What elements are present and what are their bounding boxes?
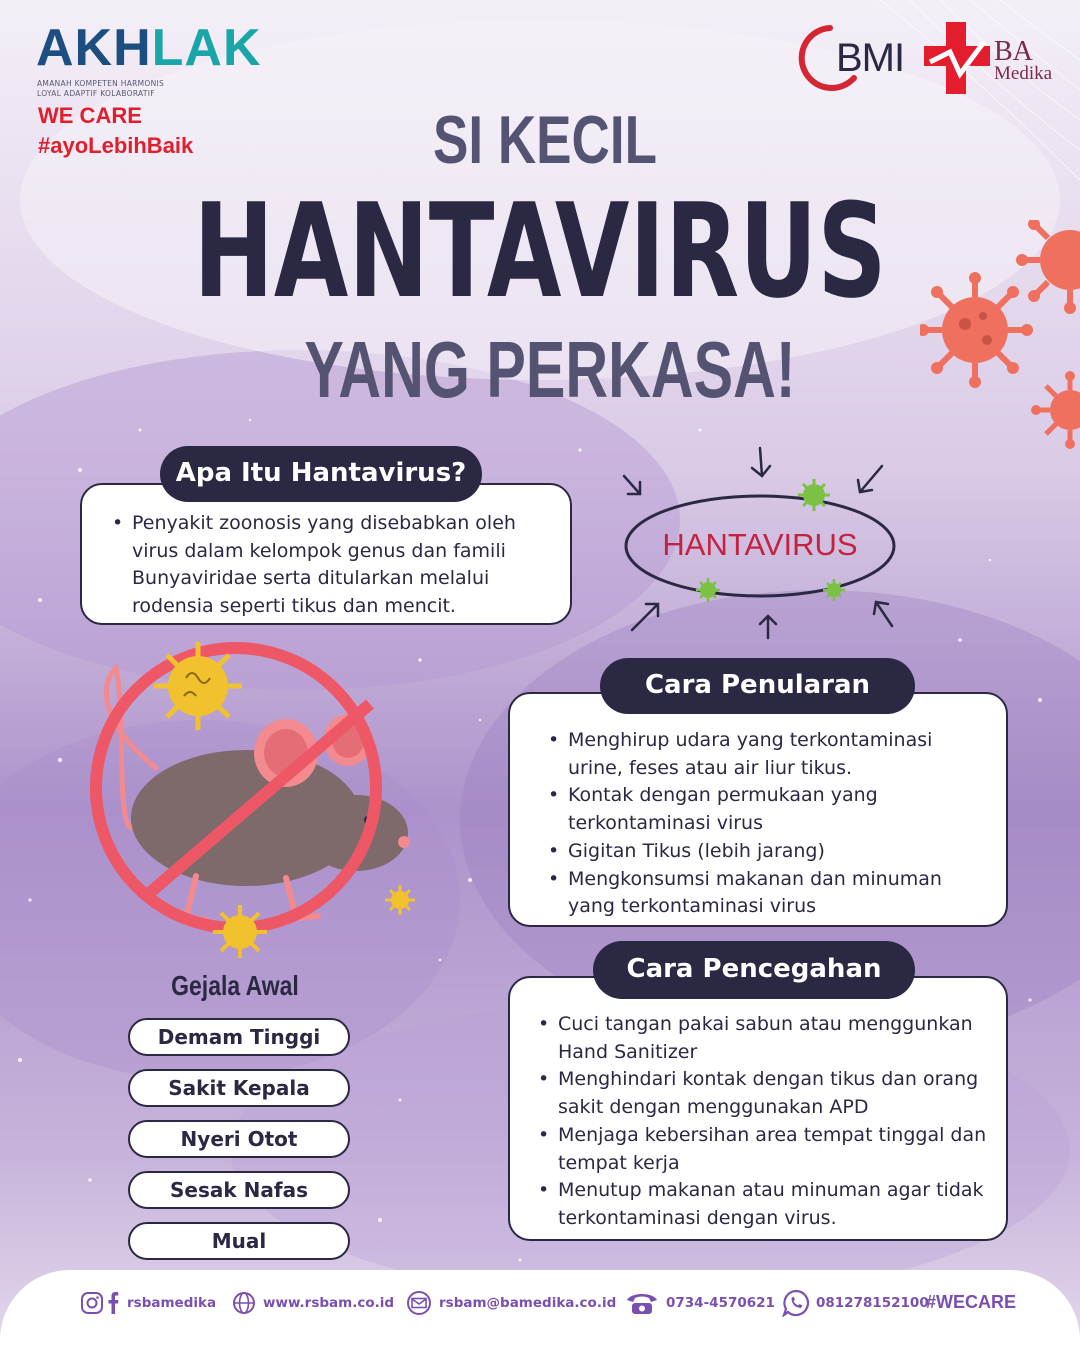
footer-phone[interactable]: 0734-4570621: [666, 1295, 775, 1311]
title-line-1: SI KECIL: [433, 102, 657, 178]
apa-itu-heading: Apa Itu Hantavirus?: [160, 446, 482, 502]
penularan-heading: Cara Penularan: [600, 658, 915, 714]
apa-itu-list: [112, 510, 522, 621]
hashtag-text: #ayoLebihBaik: [38, 133, 194, 158]
list-item: • Menghirup udara yang terkontaminasi urine, feses atau air liur tikus.: [548, 727, 993, 782]
symptom-pill: Mual: [128, 1222, 350, 1260]
title-line-3: YANG PERKASA!: [304, 325, 796, 414]
bmi-logo-text: BMI: [836, 36, 905, 80]
list-item: • Kontak dengan permukaan yang terkontaminasi virus: [548, 782, 993, 837]
list-item: • Penyakit zoonosis yang disebabkan oleh virus dalam kelompok genus dan famili Bunyaviridae serta ditularkan melalui rodensia seperti tikus dan mencit.: [112, 510, 522, 621]
footer-hashtag: #WECARE: [926, 1292, 1017, 1312]
hantavirus-label: HANTAVIRUS: [662, 527, 858, 562]
list-item: • Menutup makanan atau minuman agar tidak terkontaminasi dengan virus.: [538, 1177, 993, 1232]
footer-social-handle[interactable]: rsbamedika: [127, 1295, 217, 1311]
we-care-text: WE CARE: [38, 103, 142, 128]
title-line-2: HANTAVIRUS: [193, 175, 887, 327]
ba-logo-text: BA: [994, 36, 1033, 67]
penularan-list: [548, 727, 993, 921]
facebook-icon[interactable]: [107, 1290, 123, 1316]
medika-logo-text: Medika: [994, 63, 1053, 84]
list-item: • Gigitan Tikus (lebih jarang): [548, 838, 993, 866]
penularan-card: [508, 692, 1008, 927]
pencegahan-heading: Cara Pencegahan: [593, 941, 915, 999]
globe-icon: [232, 1291, 256, 1315]
symptom-pill: Sakit Kepala: [128, 1069, 350, 1107]
apa-itu-card: [80, 483, 572, 625]
gejala-heading: Gejala Awal: [171, 970, 299, 1001]
instagram-icon[interactable]: [80, 1291, 104, 1315]
symptom-pill: Demam Tinggi: [128, 1018, 350, 1056]
mail-icon: [406, 1291, 432, 1315]
phone-icon: [625, 1290, 659, 1316]
list-item: • Menghindari kontak dengan tikus dan orang sakit dengan menggunakan APD: [538, 1066, 993, 1121]
footer-whatsapp[interactable]: 081278152100: [816, 1295, 929, 1311]
pencegahan-card: [508, 976, 1008, 1241]
symptom-pill: Sesak Nafas: [128, 1171, 350, 1209]
list-item: • Mengkonsumsi makanan dan minuman yang terkontaminasi virus: [548, 866, 993, 921]
symptom-pill: Nyeri Otot: [128, 1120, 350, 1158]
no-rat-icon: [86, 628, 426, 958]
footer-website[interactable]: www.rsbam.co.id: [263, 1295, 395, 1311]
akhlak-subtitle: AMANAH KOMPETEN HARMONIS LOYAL ADAPTIF KOLABORATIF: [37, 79, 165, 98]
whatsapp-icon: [782, 1289, 810, 1317]
list-item: • Cuci tangan pakai sabun atau menggunkan Hand Sanitizer: [538, 1011, 993, 1066]
list-item: • Menjaga kebersihan area tempat tinggal dan tempat kerja: [538, 1122, 993, 1177]
ba-medika-cross-icon: [924, 22, 990, 94]
footer-email[interactable]: rsbam@bamedika.co.id: [439, 1295, 617, 1311]
pencegahan-list: [538, 1011, 993, 1233]
akhlak-logo: AKHLAK: [36, 19, 262, 77]
